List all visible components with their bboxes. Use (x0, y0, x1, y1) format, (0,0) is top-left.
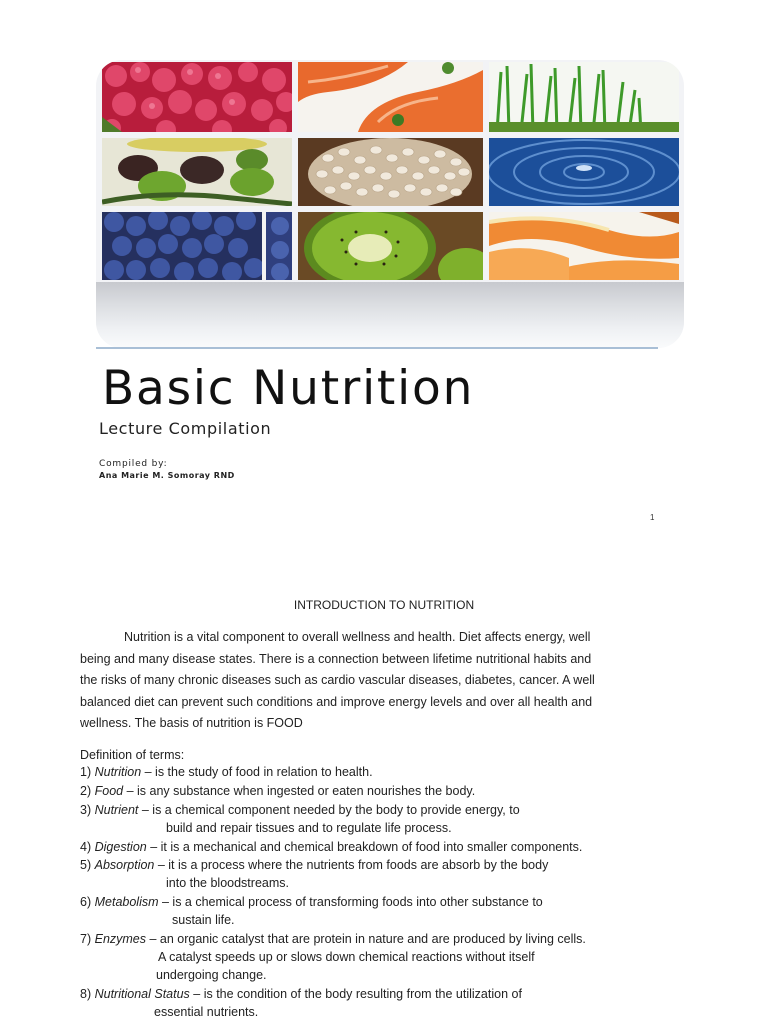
cover-collage (96, 60, 684, 348)
definition-continuation: undergoing change. (156, 968, 267, 982)
definitions-heading: Definition of terms: (80, 748, 185, 762)
definition-item (80, 895, 543, 909)
definition-text: – is the study of food in relation to health. (141, 765, 373, 779)
definition-number: 3) (80, 803, 92, 817)
definition-item (80, 858, 548, 872)
intro-line: balanced diet can prevent such conditions and improve energy levels and over all health and (80, 694, 593, 709)
definition-continuation: essential nutrients. (154, 1005, 259, 1019)
definition-text: – is a chemical component needed by the body to provide energy, to (138, 803, 520, 817)
water-image (489, 138, 679, 206)
definition-number: 4) (80, 840, 92, 854)
document-title: Basic Nutrition (102, 361, 475, 416)
definition-number: 5) (80, 858, 92, 872)
definition-text: – is any substance when ingested or eaten nourishes the body. (123, 784, 476, 798)
definition-number: 6) (80, 895, 92, 909)
definition-item (80, 932, 586, 946)
definition-item (80, 987, 522, 1001)
kiwi-image (298, 212, 483, 280)
collage-reflection (96, 282, 684, 348)
intro-line: the risks of many chronic diseases such as cardio vascular diseases, diabetes, cancer. A well (80, 673, 595, 687)
definition-continuation: A catalyst speeds up or slows down chemical reactions without itself (158, 950, 535, 964)
definition-number: 1) (80, 765, 92, 779)
definition-term: Nutrition (94, 765, 142, 779)
blueberries-image (102, 212, 292, 280)
title-divider (96, 347, 658, 349)
definition-continuation: sustain life. (172, 913, 235, 927)
definition-continuation: into the bloodstreams. (166, 876, 289, 890)
definition-item (80, 765, 373, 779)
salmon-image (298, 62, 483, 132)
definition-text: – is the condition of the body resulting from the utilization of (189, 987, 522, 1001)
definition-item (80, 803, 520, 817)
intro-line: wellness. The basis of nutrition is FOOD (80, 716, 303, 730)
definition-text: – it is a mechanical and chemical breakdown of food into smaller components. (146, 840, 583, 854)
definition-item (80, 784, 475, 798)
intro-line: being and many disease states. There is a connection between lifetime nutritional habits and (80, 651, 592, 666)
intro-line: Nutrition is a vital component to overall wellness and health. Diet affects energy, well (124, 630, 591, 644)
definition-continuation: build and repair tissues and to regulate life process. (166, 821, 452, 835)
document-subtitle: Lecture Compilation (99, 419, 272, 438)
definition-term: Digestion (94, 840, 147, 854)
definition-text: – it is a process where the nutrients from foods are absorb by the body (154, 858, 549, 872)
definition-term: Nutritional Status (94, 987, 190, 1001)
definition-number: 8) (80, 987, 92, 1001)
definition-text: – is a chemical process of transforming foods into other substance to (158, 895, 543, 909)
definition-term: Metabolism (94, 895, 159, 909)
definition-term: Food (94, 784, 124, 798)
definition-term: Enzymes (94, 932, 147, 946)
definition-text: – an organic catalyst that are protein in nature and are produced by living cells. (146, 932, 586, 946)
definition-number: 2) (80, 784, 92, 798)
definition-number: 7) (80, 932, 92, 946)
raspberries-image (102, 62, 292, 132)
definition-term: Absorption (94, 858, 155, 872)
definition-item (80, 840, 582, 854)
wheatgrass-image (489, 62, 679, 132)
author-name: Ana Marie M. Somoray RND (99, 471, 235, 480)
definition-term: Nutrient (94, 803, 139, 817)
cantaloupe-image (489, 212, 679, 280)
barley-image (298, 138, 483, 206)
compiled-by-label: Compiled by: (99, 459, 168, 469)
section-heading: INTRODUCTION TO NUTRITION (293, 598, 475, 612)
intro-paragraph (80, 627, 676, 735)
olives-image (102, 138, 292, 206)
page-number: 1 (650, 513, 655, 522)
